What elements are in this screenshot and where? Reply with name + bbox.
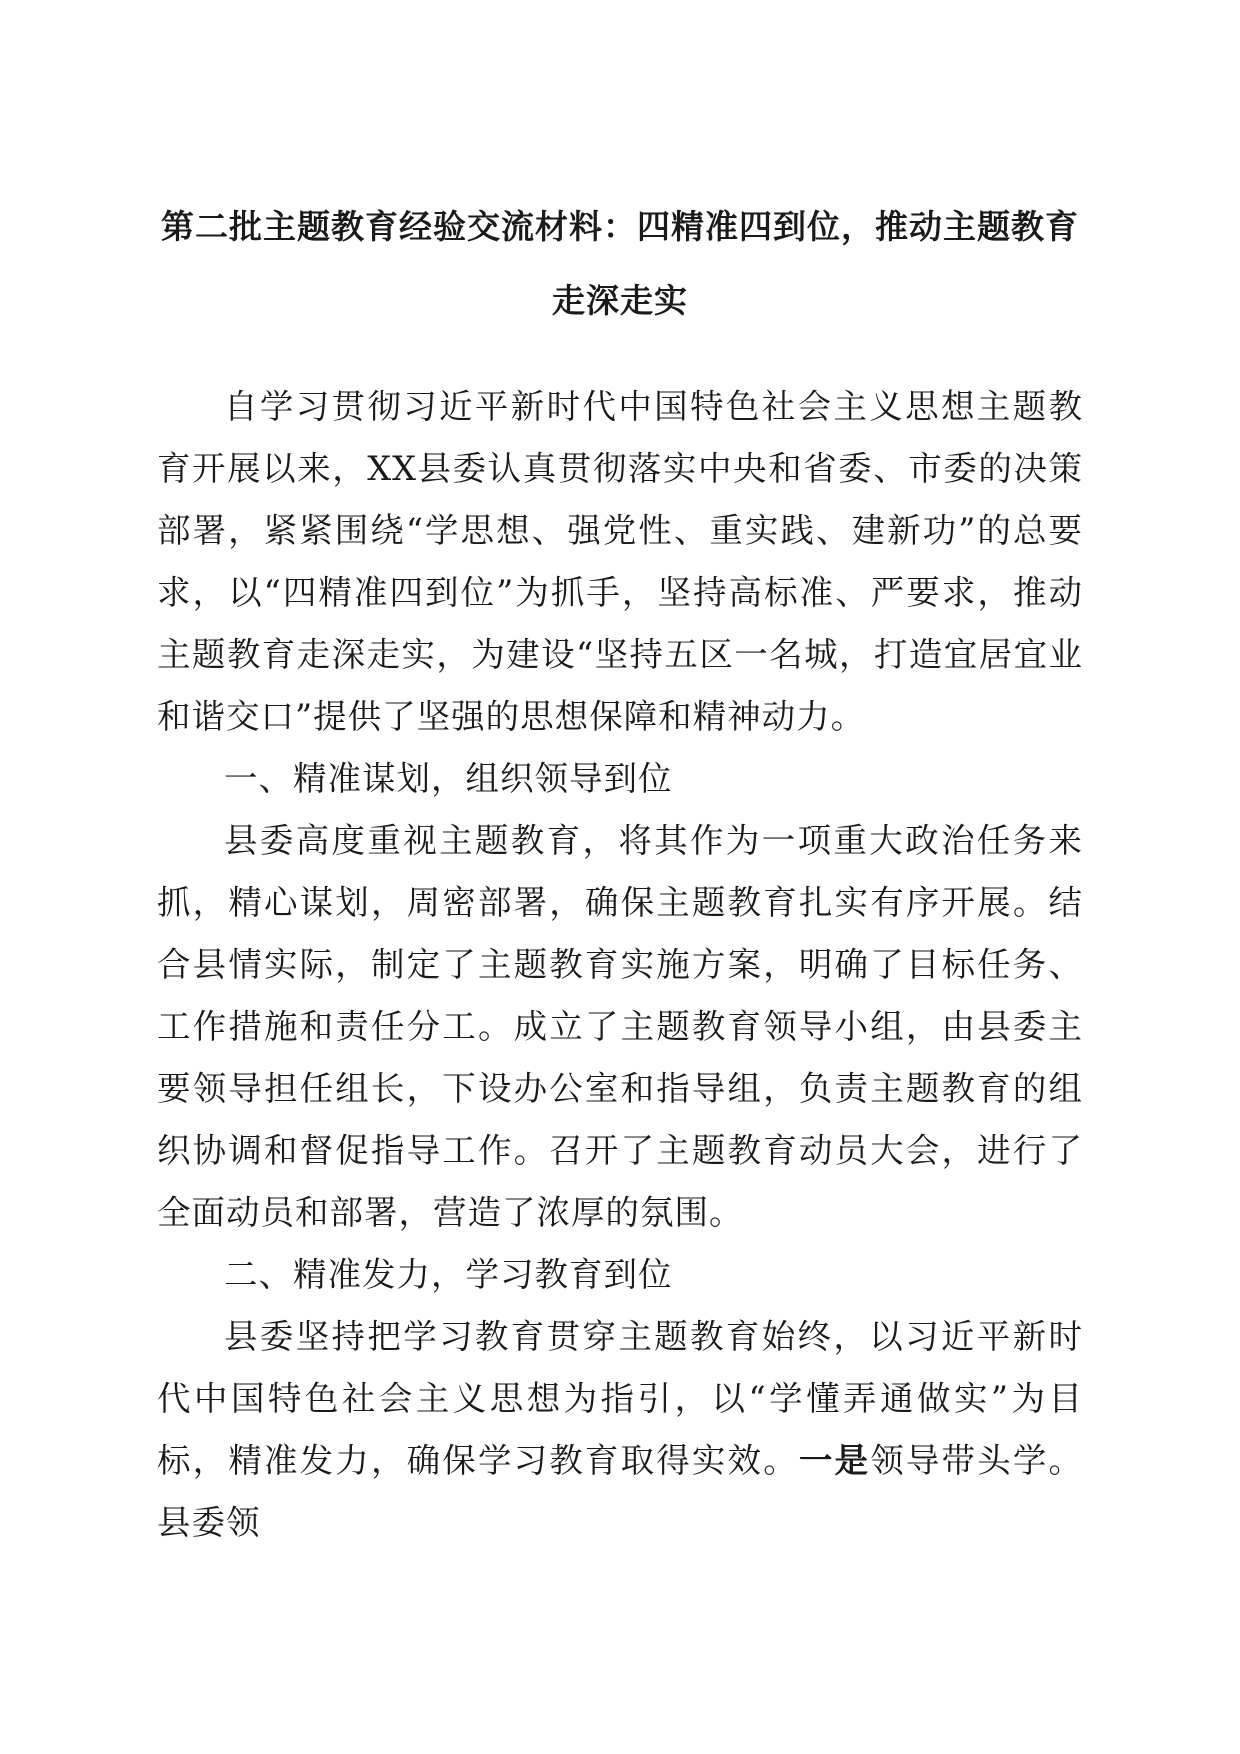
section-2-bold-marker: 一是 bbox=[798, 1441, 871, 1480]
title-line-1: 第二批主题教育经验交流材料：四精准四到位，推动主题教育 bbox=[161, 207, 1079, 246]
document-page bbox=[157, 190, 1083, 1554]
intro-paragraph: 自学习贯彻习近平新时代中国特色社会主义思想主题教育开展以来，XX县委认真贯彻落实中央和省委、市委的决策部署，紧紧围绕“学思想、强党性、重实践、建新功”的总要求，以“四精准四到位”为抓手，坚持高标准、严要求，推动主题教育走深走实，为建设“坚持五区一名城，打造宜居宜业和谐交口”提供了坚强的思想保障和精神动力。 bbox=[157, 387, 1083, 736]
section-2-body-text: 县委坚持把学习教育贯穿主题教育始终，以习近平新时代中国特色社会主义思想为指引，以“学懂弄通做实”为目标，精准发力，确保学习教育取得实效。 bbox=[157, 1317, 1083, 1480]
title-line-2: 走深走实 bbox=[552, 281, 688, 320]
section-2-heading: 二、精准发力，学习教育到位 bbox=[224, 1255, 673, 1294]
document-title bbox=[157, 190, 1083, 338]
section-1-body: 县委高度重视主题教育，将其作为一项重大政治任务来抓，精心谋划，周密部署，确保主题教育扎实有序开展。结合县情实际，制定了主题教育实施方案，明确了目标任务、工作措施和责任分工。成立了主题教育领导小组，由县委主要领导担任组长，下设办公室和指导组，负责主题教育的组织协调和督促指导工作。召开了主题教育动员大会，进行了全面动员和部署，营造了浓厚的氛围。 bbox=[157, 821, 1083, 1232]
section-2-body-continued: 领导带头学。县委领 bbox=[157, 1441, 1084, 1542]
section-1-heading: 一、精准谋划，组织领导到位 bbox=[224, 759, 673, 798]
section-2-body bbox=[157, 1306, 1083, 1554]
